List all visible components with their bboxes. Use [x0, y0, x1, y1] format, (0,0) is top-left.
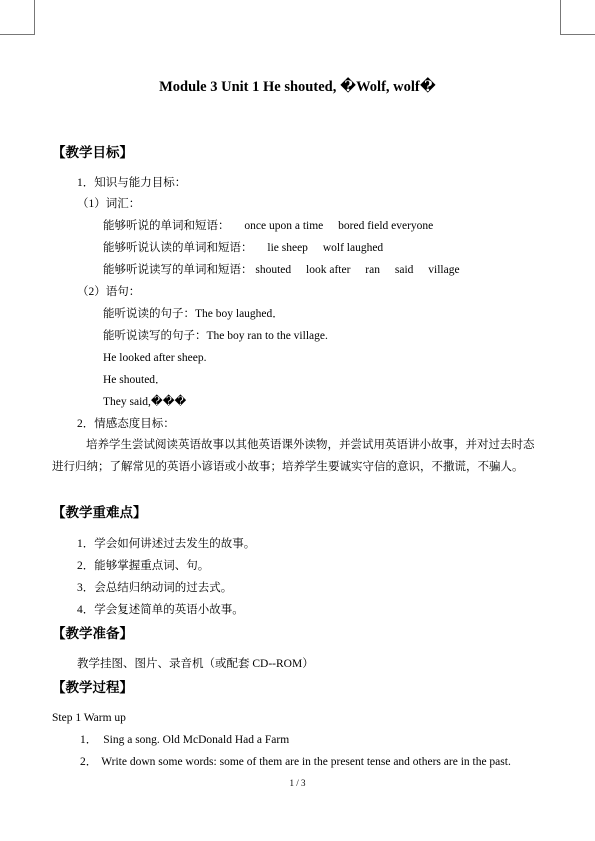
- vocab-word: look after: [306, 264, 351, 276]
- vocab-word: village: [428, 264, 460, 276]
- vocab-recognize-label: 能够听说认读的单词和短语：: [103, 242, 253, 254]
- vocab-word: said: [394, 264, 414, 276]
- vocab-listen-say-label: 能够听说的单词和短语：: [103, 220, 230, 232]
- emotion-paragraph: 培养学生尝试阅读英语故事以其他英语课外读物，并尝试用英语讲小故事，并对过去时态进行归纳；了解常见的英语小谚语或小故事；培养学生要诚实守信的意识，不撒谎，不骗人。: [52, 439, 535, 473]
- sentence-read-row: [103, 307, 284, 321]
- item-number: 2．: [80, 756, 98, 768]
- section-heading-preparation: 【教学准备】: [52, 626, 133, 641]
- page-title: Module 3 Unit 1 He shouted, �Wolf, wolf�: [159, 79, 436, 95]
- key-point-item: 4．学会复述简单的英语小故事。: [77, 604, 244, 616]
- item-text: Sing a song. Old McDonald Had a Farm: [103, 734, 290, 746]
- section-heading-process: 【教学过程】: [52, 680, 133, 695]
- process-item-1: [80, 733, 289, 747]
- sentence-heading: （2）语句：: [77, 286, 141, 298]
- sentence-read-label: 能听说读的句子：: [103, 308, 195, 320]
- vocab-listen-say-row: [103, 219, 433, 233]
- process-item-2: [80, 755, 511, 769]
- crop-mark-top-right: [560, 0, 595, 35]
- vocab-word: shouted: [255, 264, 292, 276]
- section-heading-objectives: 【教学目标】: [52, 145, 133, 160]
- sentence-text: He looked after sheep.: [103, 352, 207, 364]
- section-heading-key-points: 【教学重难点】: [52, 505, 147, 520]
- step-heading: Step 1 Warm up: [52, 712, 126, 724]
- key-point-item: 1．学会如何讲述过去发生的故事。: [77, 538, 256, 550]
- sentence-write-row: [103, 329, 328, 343]
- sentence-write-label: 能听说读写的句子：: [103, 330, 207, 342]
- sentence-text: They said,���: [103, 396, 187, 408]
- sentence-text: He shouted．: [103, 374, 167, 386]
- vocab-write-row: [103, 263, 460, 277]
- vocab-word: once upon a time: [244, 220, 324, 232]
- page-number: 1 / 3: [289, 778, 306, 788]
- sentence-text: The boy ran to the village.: [206, 330, 328, 342]
- crop-mark-top-left: [0, 0, 35, 35]
- vocab-word: bored field everyone: [338, 220, 434, 232]
- objective-item-1: 1．知识与能力目标：: [77, 177, 187, 189]
- key-point-item: 2．能够掌握重点词、句。: [77, 560, 210, 572]
- key-point-item: 3．会总结归纳动词的过去式。: [77, 582, 233, 594]
- vocab-recognize-row: [103, 241, 383, 255]
- vocab-word: ran: [365, 264, 380, 276]
- vocab-word: wolf laughed: [322, 242, 384, 254]
- vocab-word: lie sheep: [267, 242, 308, 254]
- sentence-text: The boy laughed．: [195, 308, 284, 320]
- item-number: 1．: [80, 734, 98, 746]
- vocab-write-label: 能够听说读写的单词和短语：: [103, 264, 253, 276]
- objective-item-2: 2．情感态度目标：: [77, 418, 175, 430]
- vocab-heading: （1）词汇：: [77, 198, 141, 210]
- preparation-text: 教学挂图、图片、录音机（或配套 CD--ROM）: [77, 658, 314, 670]
- item-text: Write down some words: some of them are in the present tense and others are in the past.: [101, 756, 511, 768]
